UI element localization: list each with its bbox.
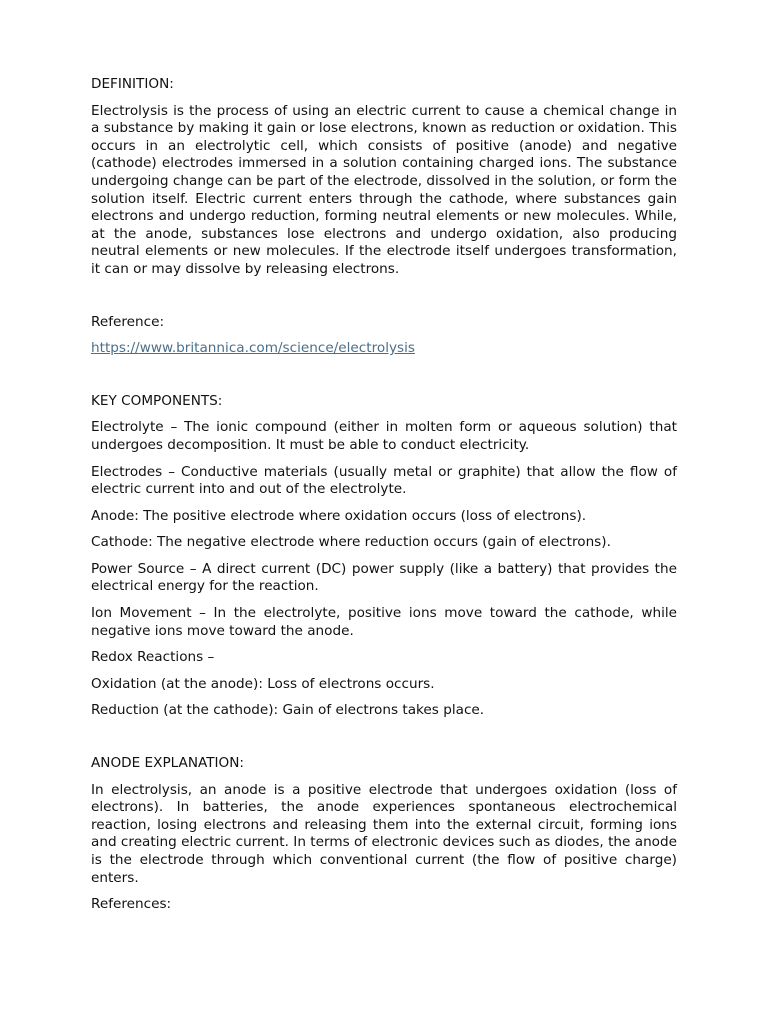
- spacer: [91, 288, 677, 314]
- britannica-link[interactable]: https://www.britannica.com/science/electrolysis: [91, 340, 415, 357]
- component-redox-reactions: Redox Reactions –: [91, 649, 215, 666]
- key-components-heading: KEY COMPONENTS:: [91, 392, 223, 409]
- component-cathode: Cathode: The negative electrode where reduction occurs (gain of electrons).: [91, 534, 611, 551]
- component-electrolyte: Electrolyte – The ionic compound (either in molten form or aqueous solution) that undergoes decomposition. It must be able to conduct electricity.: [91, 419, 677, 453]
- anode-explanation-heading: ANODE EXPLANATION:: [91, 755, 245, 772]
- component-ion-movement: Ion Movement – In the electrolyte, positive ions move toward the cathode, while negative ions move toward the anode.: [91, 605, 677, 639]
- anode-explanation-paragraph: In electrolysis, an anode is a positive electrode that undergoes oxidation (loss of electrons). In batteries, the anode experiences spontaneous electrochemical reaction, losing electrons and releasing them into the external circuit, forming ions and creating electric current. In terms of electronic devices such as diodes, the anode is the electrode through which conventional current (the flow of positive charge) enters.: [91, 781, 677, 886]
- document-page: [91, 76, 677, 923]
- spacer: [91, 729, 677, 755]
- definition-paragraph: Electrolysis is the process of using an electric current to cause a chemical change in a substance by making it gain or lose electrons, known as reduction or oxidation. This occurs in an electrolytic cell, which consists of positive (anode) and negative (cathode) electrodes immersed in a solution containing charged ions. The substance undergoing change can be part of the electrode, dissolved in the solution, or form the solution itself. Electric current enters through the cathode, where substances gain electrons and undergo reduction, forming neutral elements or new molecules. While, at the anode, substances lose electrons and undergo oxidation, also producing neutral elements or new molecules. If the electrode itself undergoes transformation, it can or may dissolve by releasing electrons.: [91, 102, 677, 277]
- component-electrodes: Electrodes – Conductive materials (usually metal or graphite) that allow the flow of electric current into and out of the electrolyte.: [91, 463, 677, 498]
- component-reduction: Reduction (at the cathode): Gain of electrons takes place.: [91, 702, 485, 719]
- spacer: [91, 367, 677, 393]
- component-oxidation: Oxidation (at the anode): Loss of electrons occurs.: [91, 675, 435, 692]
- component-power-source: Power Source – A direct current (DC) power supply (like a battery) that provides the electrical energy for the reaction.: [91, 560, 677, 595]
- component-anode: Anode: The positive electrode where oxidation occurs (loss of electrons).: [91, 507, 587, 524]
- references-heading: References:: [91, 896, 172, 913]
- reference-heading: Reference:: [91, 313, 165, 330]
- reference-paragraph: [91, 340, 677, 358]
- definition-heading: DEFINITION:: [91, 76, 174, 92]
